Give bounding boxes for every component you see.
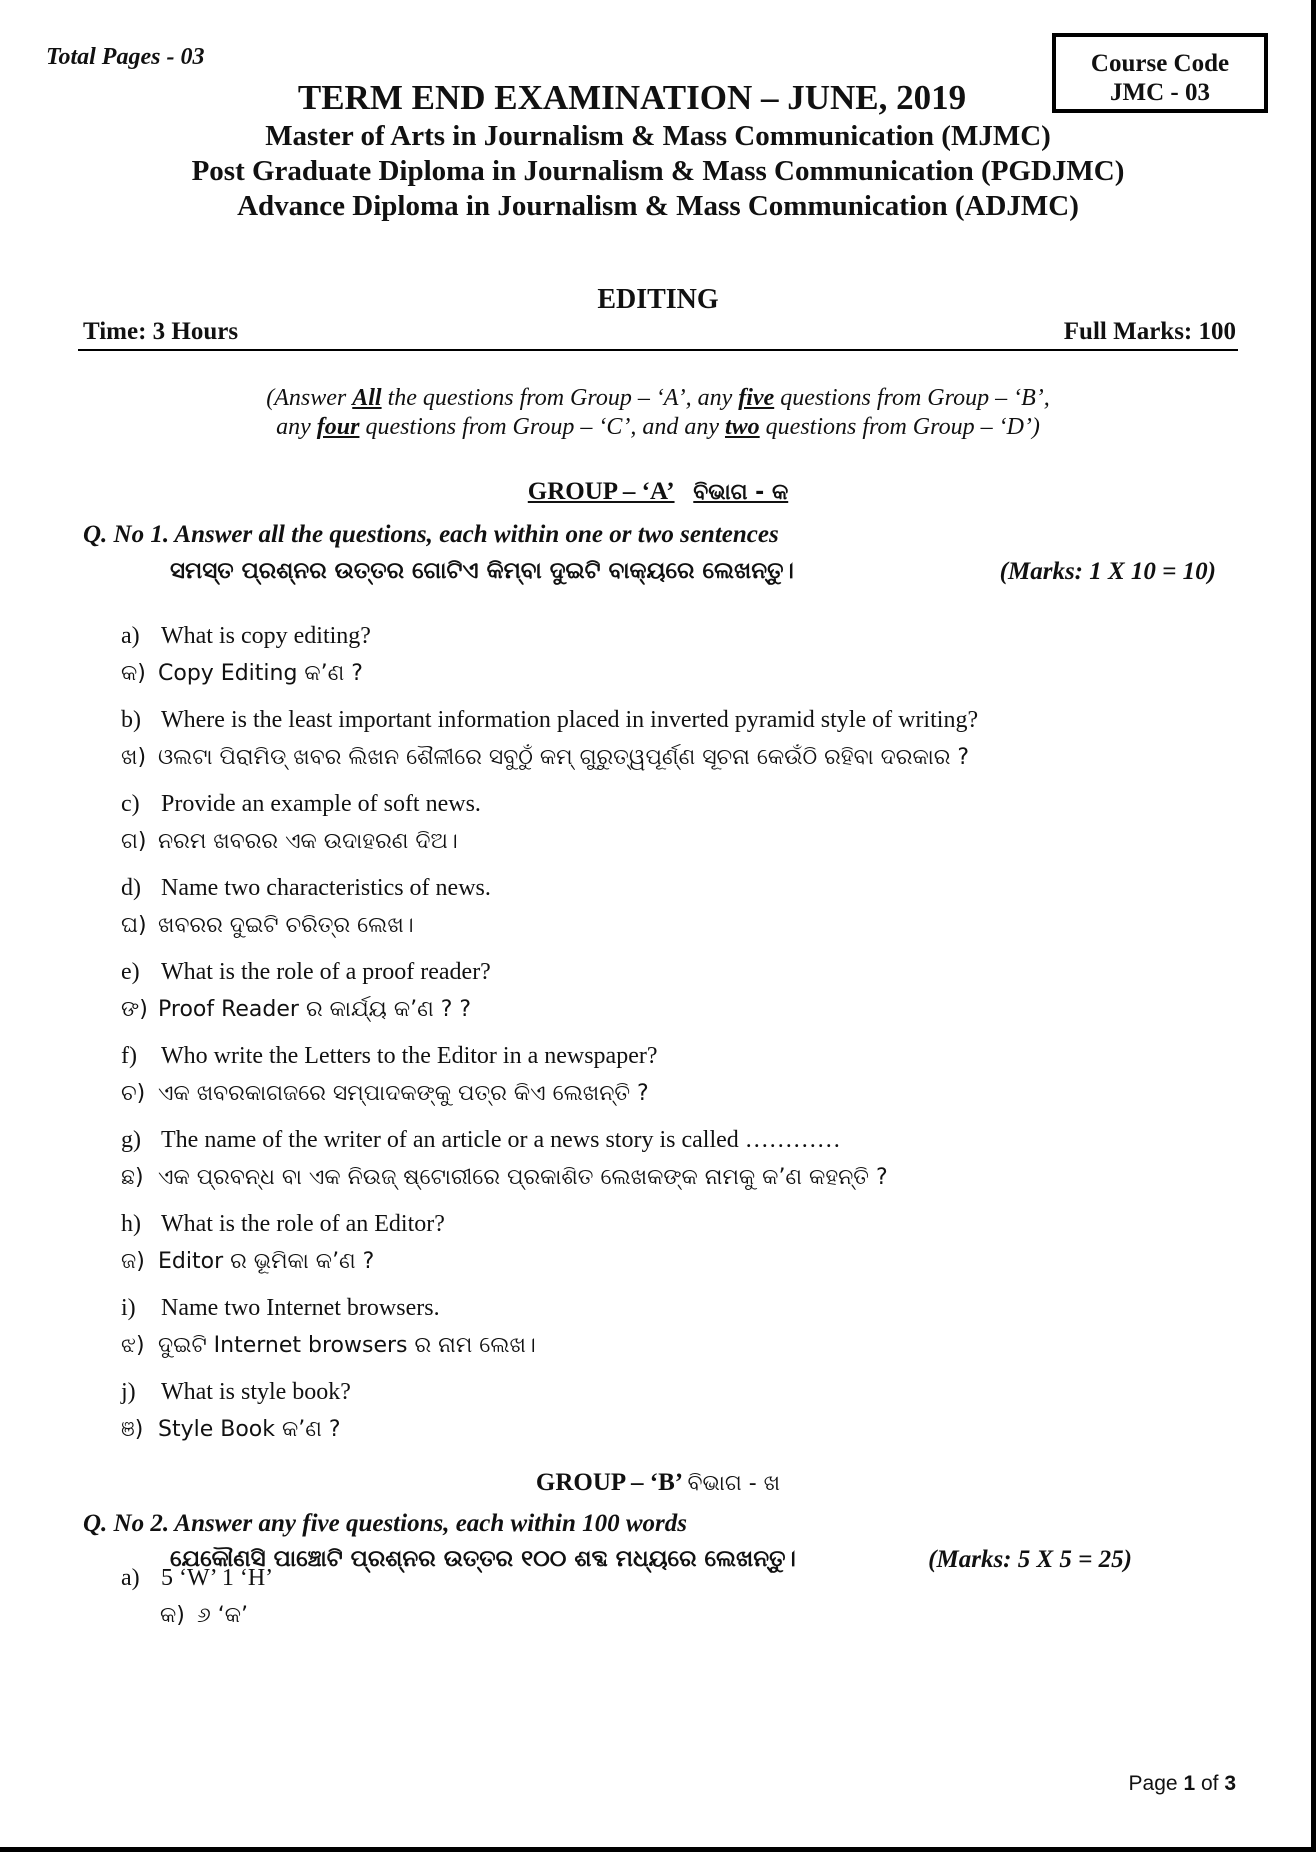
exam-title: TERM END EXAMINATION – JUNE, 2019: [297, 78, 967, 117]
item-label: c): [121, 791, 140, 817]
page-prefix: Page: [1128, 1772, 1184, 1795]
group-a-heading: [0, 478, 1316, 506]
item-label: g): [121, 1127, 141, 1153]
item-label: a): [121, 1565, 140, 1591]
item-text-odia: ଦୁଇଟି Internet browsers ର ନାମ ଲେଖ।: [158, 1333, 536, 1358]
item-label: b): [121, 707, 141, 733]
question-item-odia: [121, 1333, 536, 1358]
item-label-odia: ଖ): [121, 745, 147, 770]
item-text-odia: ଖବରର ଦୁଇଟି ଚରିତ୍ର ଲେଖ।: [158, 913, 414, 938]
group-a-title-odia: ବିଭାଗ - କ: [693, 480, 789, 505]
item-text: Name two characteristics of news.: [161, 875, 491, 901]
question-item: [121, 707, 978, 734]
total-pages: Total Pages - 03: [46, 44, 205, 70]
item-label-odia: ଚ): [121, 1081, 146, 1106]
question-item: [121, 1295, 440, 1322]
question-item: [121, 1127, 841, 1154]
question-item: [121, 1043, 658, 1070]
question-item-odia: [121, 1165, 888, 1190]
item-text-odia: ୬ ‘କ’: [197, 1603, 249, 1628]
item-text: What is style book?: [161, 1379, 351, 1405]
group-b-heading: [0, 1469, 1316, 1497]
q2-marks: (Marks: 5 X 5 = 25): [928, 1546, 1132, 1573]
item-text-odia: ଓଲଟା ପିରାମିଡ୍ ଖବର ଲିଖନ ଶୈଳୀରେ ସବୁଠୁଁ କମ୍ ଗୁରୁତ୍ୱପୂର୍ଣ୍ଣ ସୂଚନା କେଉଁଠି ରହିବା ଦରକାର ?: [158, 745, 970, 770]
question-item-odia: [121, 829, 458, 854]
course-code: JMC - 03: [1110, 79, 1210, 106]
item-text: Who write the Letters to the Editor in a newspaper?: [161, 1043, 658, 1069]
item-text: Provide an example of soft news.: [161, 791, 481, 817]
page-mid: of: [1195, 1772, 1225, 1795]
question-item-odia: [121, 997, 471, 1022]
header-rule: [78, 349, 1238, 351]
question-item-odia: [160, 1603, 248, 1628]
full-marks: Full Marks: 100: [1063, 318, 1236, 345]
item-label-odia: ଙ): [121, 997, 148, 1022]
item-label-odia: କ): [121, 661, 146, 686]
item-text-odia: Copy Editing କ’ଣ ?: [158, 661, 363, 686]
question-item: [121, 959, 491, 986]
item-label-odia: ଘ): [121, 913, 147, 938]
group-b-title-odia: ବିଭାଗ - ଖ: [687, 1471, 781, 1496]
page-current: 1: [1183, 1772, 1196, 1795]
instr-emphasis: four: [316, 414, 360, 440]
item-label-odia: ଞ): [121, 1417, 144, 1442]
page-number: [1129, 1772, 1236, 1796]
group-a-title: GROUP – ‘A’: [527, 478, 675, 505]
program-mjmc: Master of Arts in Journalism & Mass Communication (MJMC): [265, 120, 1051, 152]
item-text-odia: Editor ର ଭୂମିକା କ’ଣ ?: [158, 1249, 375, 1274]
question-item: [121, 1211, 445, 1238]
item-text: Name two Internet browsers.: [161, 1295, 440, 1321]
question-item-odia: [121, 1249, 374, 1274]
item-text-odia: Style Book କ’ଣ ?: [158, 1417, 341, 1442]
instructions-line-2: [0, 414, 1316, 441]
item-text-odia: ଏକ ପ୍ରବନ୍ଧ ବା ଏକ ନିଉଜ୍ ଷ୍ଟୋରୀରେ ପ୍ରକାଶିତ ଲେଖକଙ୍କ ନାମକୁ କ’ଣ କହନ୍ତି ?: [158, 1165, 888, 1190]
item-label-odia: ଗ): [121, 829, 147, 854]
question-item-odia: [121, 1081, 649, 1106]
item-text-odia: Proof Reader ର କାର୍ଯ୍ୟ କ’ଣ ? ?: [158, 997, 472, 1022]
question-item: [121, 1379, 351, 1406]
question-item: [121, 791, 481, 818]
question-item: [121, 623, 371, 650]
item-label: a): [121, 623, 140, 649]
question-item: [121, 1565, 273, 1592]
question-item-odia: [121, 913, 414, 938]
item-text-odia: ନରମ ଖବରର ଏକ ଉଦାହରଣ ଦିଅ।: [158, 829, 458, 854]
item-text: What is the role of a proof reader?: [161, 959, 491, 985]
instr-text: the questions from Group – ‘A’, any: [381, 385, 739, 411]
question-item: [121, 875, 491, 902]
item-text: The name of the writer of an article or a news story is called …………: [161, 1127, 841, 1153]
q1-text-odia: ସମସ୍ତ ପ୍ରଶ୍ନର ଉତ୍ତର ଗୋଟିଏ କିମ୍ବା ଦୁଇଟି ବାକ୍ୟରେ ଲେଖନ୍ତୁ।: [170, 558, 794, 584]
item-text: Where is the least important information placed in inverted pyramid style of writing?: [161, 707, 979, 733]
item-label-odia: ଜ): [121, 1249, 145, 1274]
program-adjmc: Advance Diploma in Journalism & Mass Communication (ADJMC): [237, 190, 1079, 222]
instr-emphasis: two: [724, 414, 760, 440]
instr-emphasis: All: [352, 385, 382, 411]
question-item-odia: [121, 1417, 341, 1442]
subject-title: EDITING: [597, 284, 719, 315]
instr-text: questions from Group – ‘C’, and any: [359, 414, 725, 440]
time-allowed: Time: 3 Hours: [83, 318, 239, 345]
q1-text: Q. No 1. Answer all the questions, each within one or two sentences: [83, 521, 779, 548]
program-pgdjmc: Post Graduate Diploma in Journalism & Mass Communication (PGDJMC): [191, 155, 1125, 187]
item-label: i): [121, 1295, 136, 1321]
item-text: What is the role of an Editor?: [161, 1211, 445, 1237]
instr-text: (Answer: [266, 385, 353, 411]
q2-text: Q. No 2. Answer any five questions, each within 100 words: [83, 1510, 688, 1537]
item-text: 5 ‘W’ 1 ‘H’: [161, 1565, 274, 1591]
item-text: What is copy editing?: [161, 623, 371, 649]
item-label-odia: ଝ): [121, 1333, 145, 1358]
q2-text-odia: ଯେକୌଣସି ପାଞ୍ଚୋଟି ପ୍ରଶ୍ନର ଉତ୍ତର ୧୦୦ ଶବ୍ଦ ମଧ୍ୟରେ ଲେଖନ୍ତୁ।: [170, 1546, 796, 1572]
question-item-odia: [121, 661, 363, 686]
item-label: j): [121, 1379, 136, 1405]
instr-text: any: [276, 414, 317, 440]
item-label: e): [121, 959, 140, 985]
question-item-odia: [121, 745, 969, 770]
item-label: h): [121, 1211, 141, 1237]
item-label: f): [121, 1043, 137, 1069]
page-total: 3: [1224, 1772, 1236, 1795]
course-code-label: Course Code: [1090, 50, 1230, 77]
instr-text: questions from Group – ‘B’,: [774, 385, 1050, 411]
instr-emphasis: five: [738, 385, 775, 411]
q1-marks: (Marks: 1 X 10 = 10): [999, 558, 1216, 585]
instr-text: questions from Group – ‘D’): [759, 414, 1040, 440]
item-label-odia: ଛ): [121, 1165, 144, 1190]
instructions-line-1: [0, 385, 1316, 412]
item-label: d): [121, 875, 141, 901]
item-text-odia: ଏକ ଖବରକାଗଜରେ ସମ୍ପାଦକଙ୍କୁ ପତ୍ର କିଏ ଲେଖନ୍ତି ?: [158, 1081, 649, 1106]
group-b-title: GROUP – ‘B’: [535, 1469, 682, 1496]
item-label-odia: କ): [160, 1603, 185, 1628]
